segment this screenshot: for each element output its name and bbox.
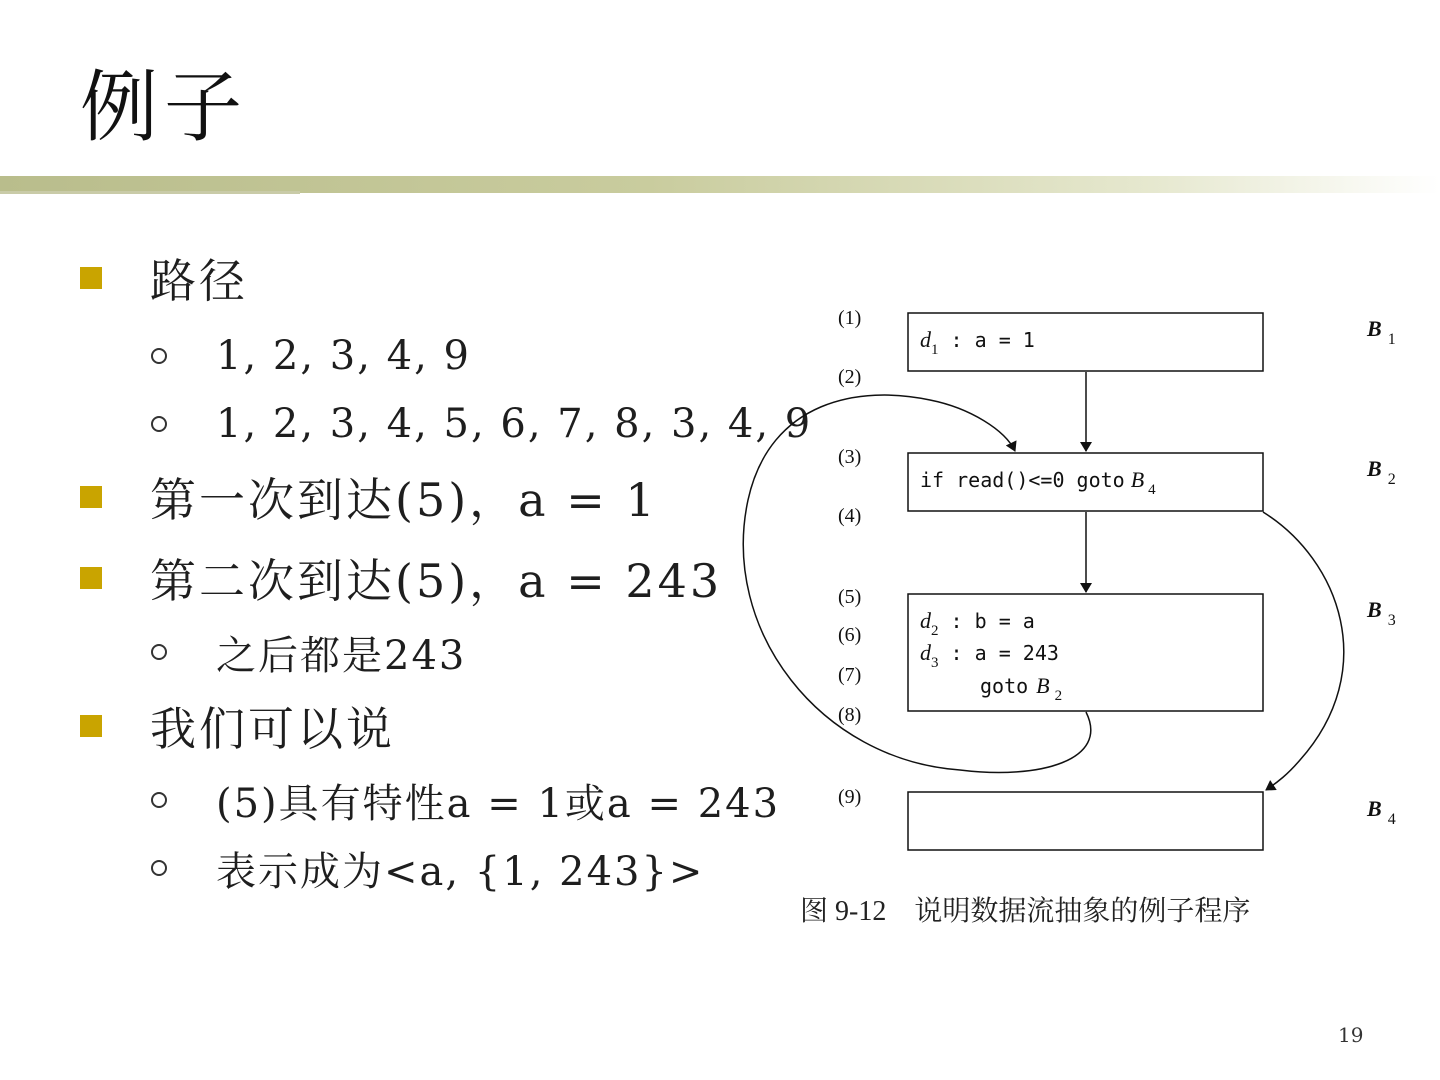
- slide-title: 例子: [80, 63, 249, 153]
- block-b2-code: if read()<=0 goto B $_4$: [920, 467, 1156, 498]
- bullet-text: 第一次到达(5)，a = 1: [150, 473, 658, 527]
- sub-bullet-text: 表示成为<a, {1, 243}>: [216, 848, 705, 895]
- line-number: (3): [838, 446, 862, 468]
- figure-caption: 图 9-12 说明数据流抽象的例子程序: [800, 896, 1251, 927]
- sub-bullet-text: 1, 2, 3, 4, 5, 6, 7, 8, 3, 4, 9: [216, 401, 813, 447]
- flow-graph-svg: [740, 290, 1420, 950]
- line-number: (4): [838, 505, 862, 527]
- line-number: (2): [838, 366, 862, 388]
- sub-bullet-text: 之后都是243: [216, 632, 467, 679]
- block-b4: [908, 792, 1263, 850]
- bullet-text: 我们可以说: [150, 702, 395, 756]
- flow-graph-figure: [740, 290, 1420, 950]
- bullet-text: 第二次到达(5)，a = 243: [150, 554, 723, 608]
- square-bullet-icon: [80, 715, 102, 737]
- edge-b3-b2-backedge: [743, 395, 1091, 772]
- square-bullet-icon: [80, 267, 102, 289]
- line-number: (1): [838, 307, 862, 329]
- line-number: (8): [838, 704, 862, 726]
- line-number: (6): [838, 624, 862, 646]
- circle-bullet-icon: [151, 792, 167, 808]
- circle-bullet-icon: [151, 644, 167, 660]
- circle-bullet-icon: [151, 416, 167, 432]
- block-b3-line3: goto B $_2$: [980, 673, 1063, 704]
- edge-b2-b4: [1263, 512, 1344, 790]
- block-label-b4: B 4: [1367, 796, 1396, 828]
- square-bullet-icon: [80, 567, 102, 589]
- line-number: (7): [838, 664, 862, 686]
- bullet-text: 路径: [150, 254, 248, 308]
- block-b3-line2: $d_3$ : a = 243: [920, 640, 1059, 671]
- block-b1-code: $d_1$ : a = 1: [920, 327, 1035, 358]
- block-label-b3: B 3: [1367, 597, 1396, 629]
- square-bullet-icon: [80, 486, 102, 508]
- circle-bullet-icon: [151, 860, 167, 876]
- circle-bullet-icon: [151, 348, 167, 364]
- block-label-b1: B 1: [1367, 316, 1396, 348]
- block-label-b2: B 2: [1367, 456, 1396, 488]
- line-number: (9): [838, 786, 862, 808]
- line-number: (5): [838, 586, 862, 608]
- sub-bullet-text: (5)具有特性a = 1或a = 243: [216, 780, 781, 827]
- block-b3-line1: $d_2$ : b = a: [920, 608, 1035, 639]
- page-number: 19: [1338, 1023, 1364, 1047]
- sub-bullet-text: 1, 2, 3, 4, 9: [216, 333, 471, 379]
